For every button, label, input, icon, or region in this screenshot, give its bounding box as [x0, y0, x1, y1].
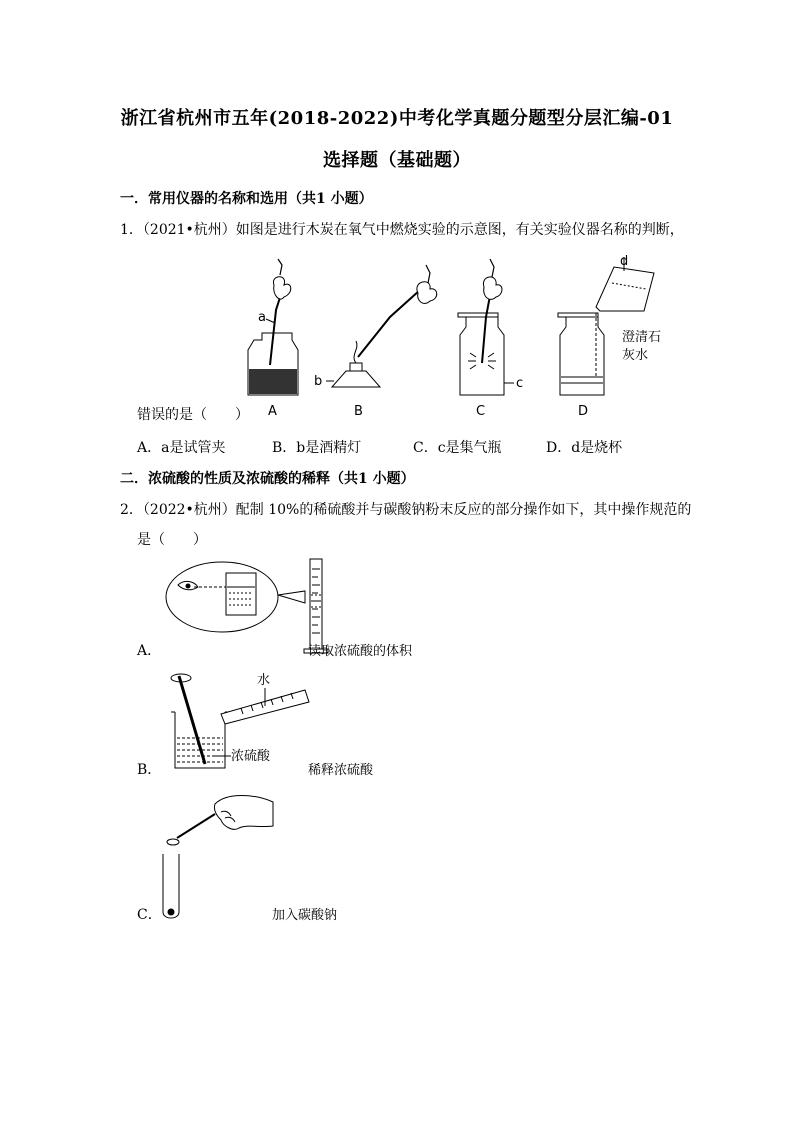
question-2-option-a-letter: A． — [137, 643, 162, 659]
option-b-figure — [155, 668, 315, 778]
page-subtitle: 选择题（基础题） — [323, 150, 471, 171]
question-2-option-c-letter: C． — [137, 907, 162, 923]
question-1-option-a: A．a是试管夹 — [137, 440, 226, 456]
question-1-figure — [240, 245, 680, 425]
label-c: c — [516, 376, 524, 391]
question-2-option-a-caption: 读取浓硫酸的体积 — [308, 643, 413, 658]
question-1-option-d: D．d是烧杯 — [546, 440, 623, 456]
question-2-stem-end: 是（ ） — [137, 532, 207, 548]
section-heading-1: 一．常用仪器的名称和选用（共1 小题） — [120, 191, 373, 207]
label-limewater-1: 澄清石 — [622, 330, 662, 345]
question-1-stem-end: 错误的是（ ） — [137, 407, 249, 423]
label-d: d — [620, 254, 629, 269]
apparatus-c — [458, 259, 514, 395]
label-C: C — [476, 404, 486, 419]
label-concentrated-acid: 浓硫酸 — [231, 749, 271, 764]
label-B: B — [354, 404, 363, 419]
label-D: D — [578, 404, 589, 419]
question-2-option-c-caption: 加入碳酸钠 — [272, 907, 338, 922]
label-b: b — [314, 374, 323, 389]
question-2-stem: 2．（2022•杭州）配制 10%的稀硫酸并与碳酸钠粉末反应的部分操作如下，其中操作规范的 — [120, 502, 692, 518]
label-a: a — [258, 310, 266, 325]
question-1-option-c: C．c是集气瓶 — [413, 440, 502, 456]
option-c-figure — [155, 788, 285, 918]
question-1-option-b: B．b是酒精灯 — [272, 440, 362, 456]
label-A: A — [268, 404, 277, 419]
question-2-option-b-letter: B． — [137, 762, 162, 778]
apparatus-d — [558, 257, 654, 395]
question-2-option-b-caption: 稀释浓硫酸 — [308, 762, 374, 777]
question-1-stem: 1．（2021•杭州）如图是进行木炭在氧气中燃烧实验的示意图，有关实验仪器名称的判断， — [120, 222, 684, 238]
section-heading-2: 二．浓硫酸的性质及浓硫酸的稀释（共1 小题） — [120, 471, 415, 487]
page-title: 浙江省杭州市五年(2018-2022)中考化学真题分题型分层汇编-01 — [120, 108, 674, 129]
apparatus-b — [326, 265, 437, 387]
label-limewater-2: 灰水 — [622, 348, 649, 363]
label-water: 水 — [257, 673, 271, 688]
apparatus-a — [248, 259, 298, 395]
